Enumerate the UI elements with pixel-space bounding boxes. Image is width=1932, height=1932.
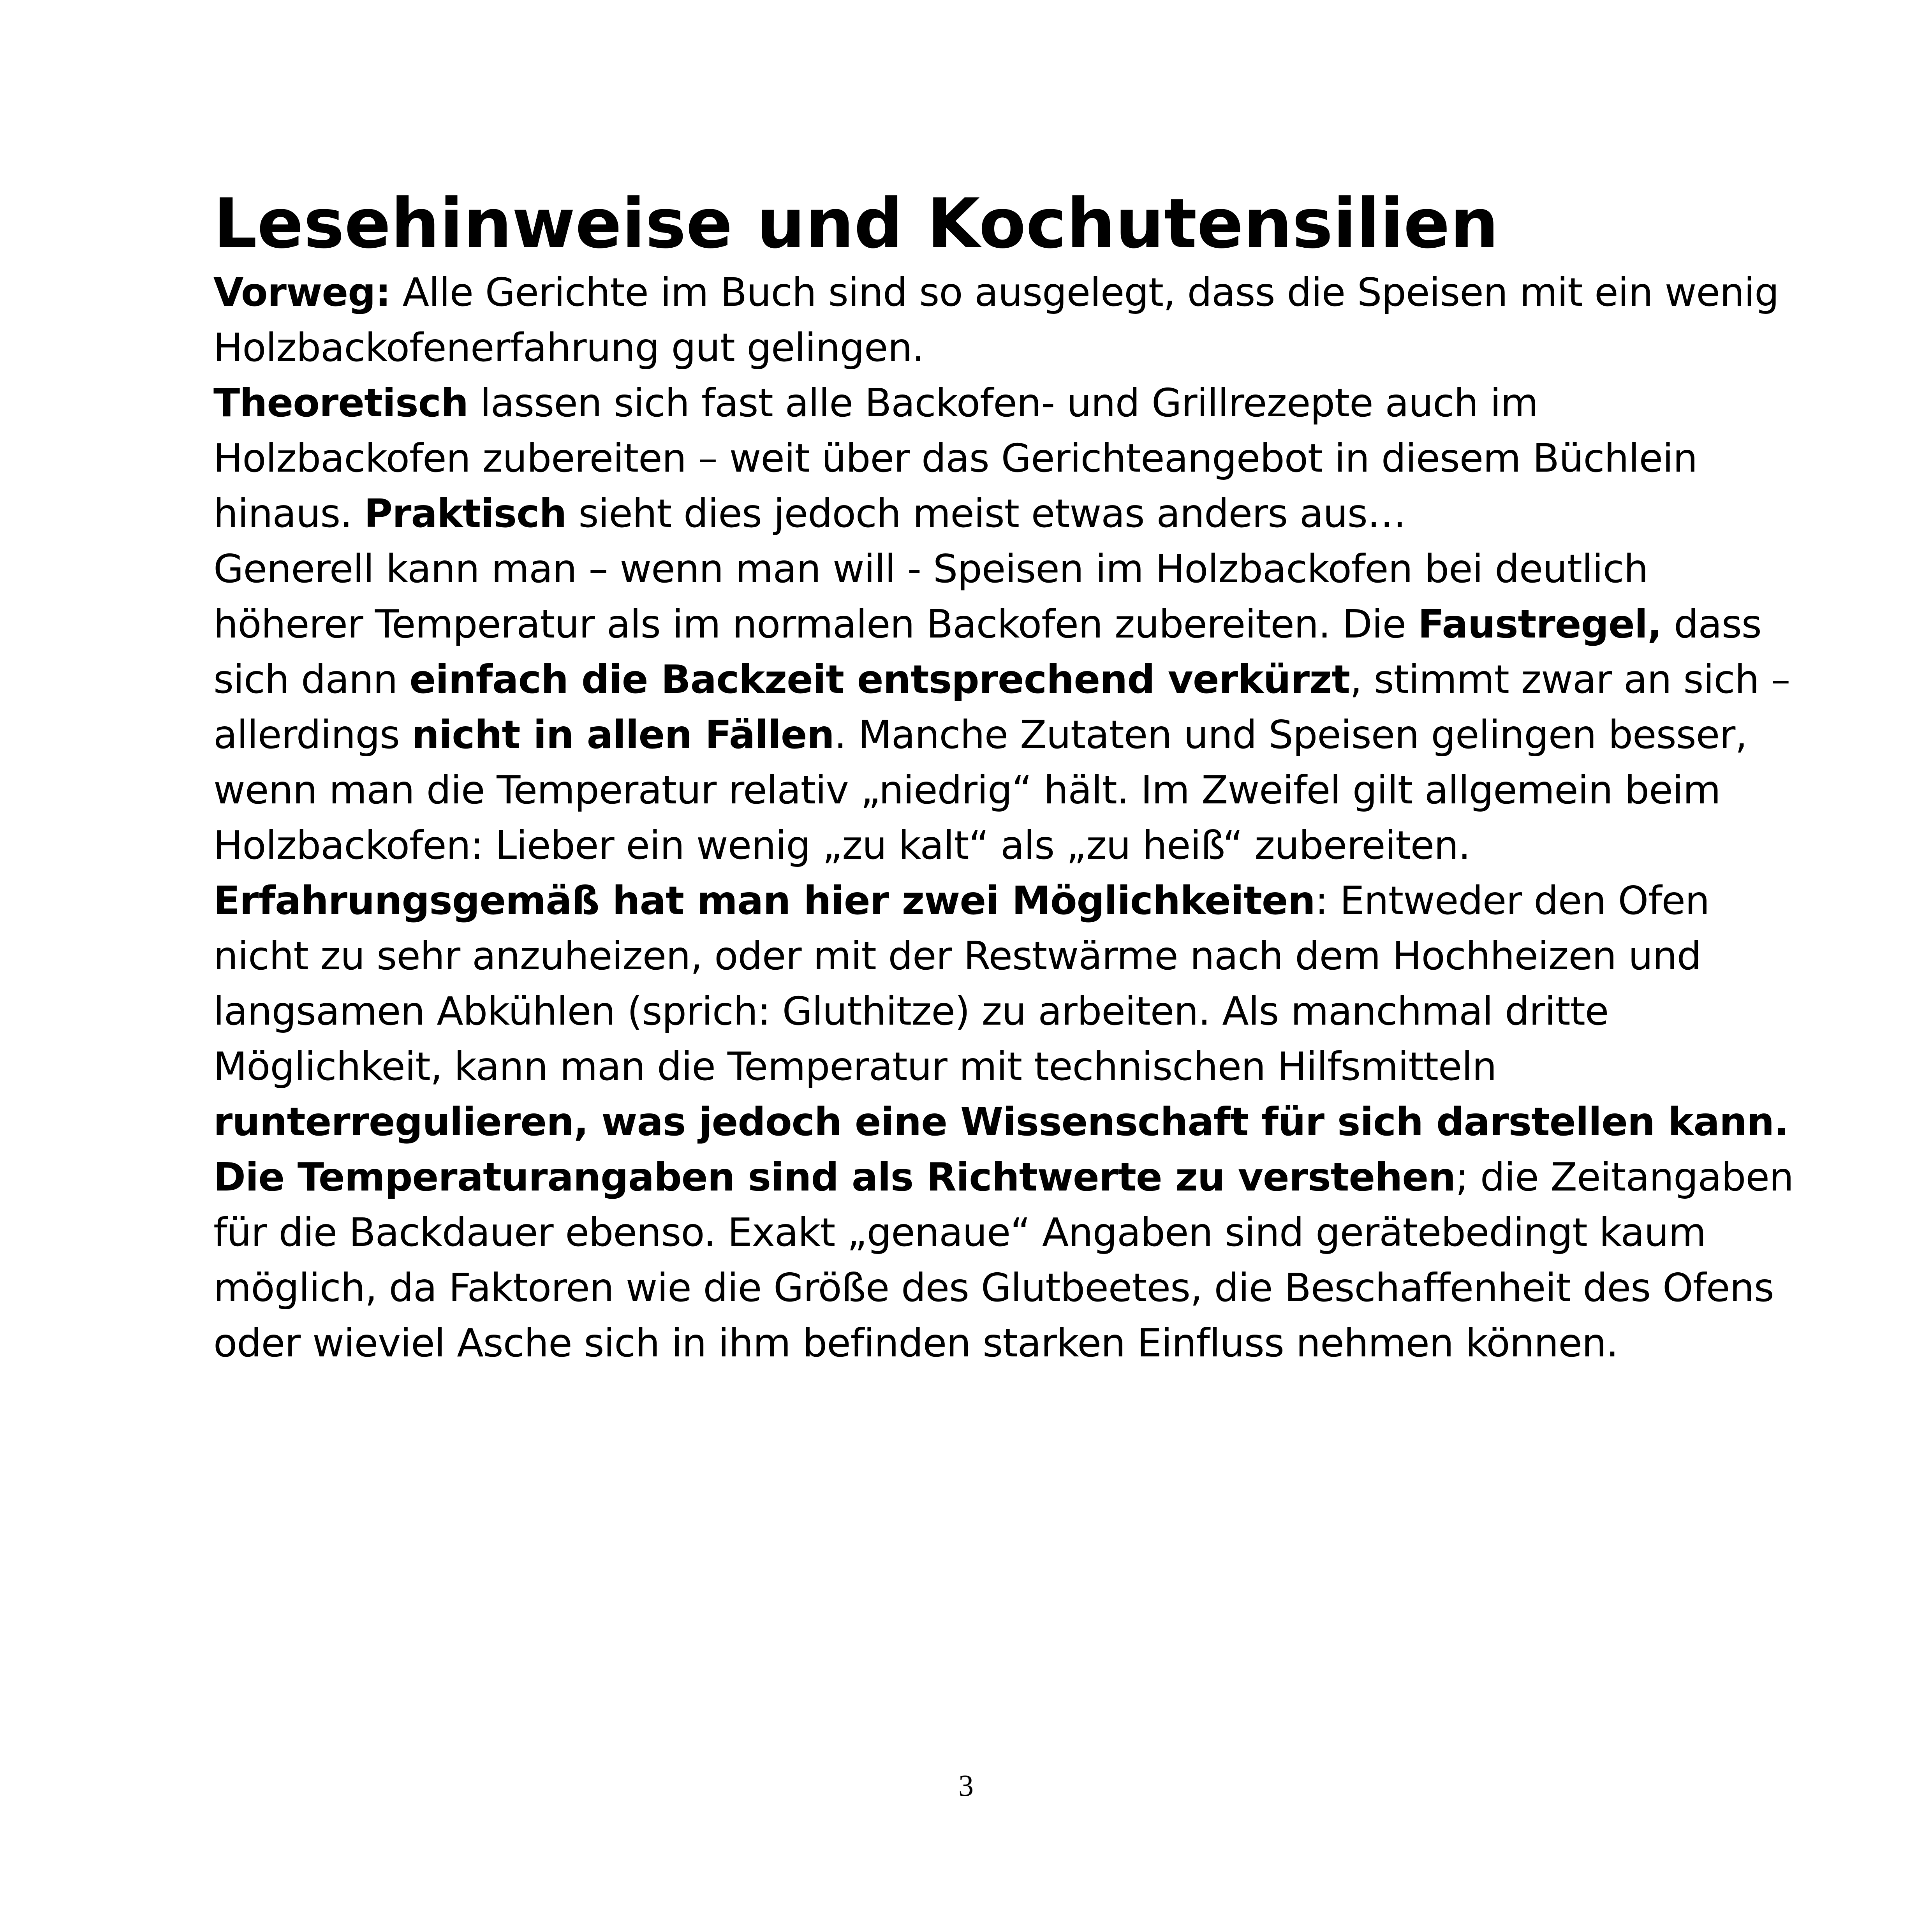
text-run: Praktisch [364,491,567,536]
text-run: Generell kann man – wenn man will - Speisen im Holzbackofen bei deutlich höherer Temperatur als im normalen Backofen zubereiten. Die [213,546,1648,647]
paragraph-generell [213,541,1806,873]
paragraph-theoretisch [213,375,1806,541]
text-run: nicht in allen Fällen [411,712,834,757]
text-run: runterregulieren, was jedoch eine Wissenschaft für sich darstellen kann. [213,1099,1789,1145]
text-run: : Entweder den Ofen nicht zu sehr anzuheizen, oder mit der Restwärme nach dem Hochheizen und langsamen Abkühlen (sprich: Gluthitze) zu arbeiten. Als manchmal dritte Möglichkeit, kann man die Temperatur mit technischen Hilfsmitteln [213,878,1710,1089]
text-run: dass sich dann [213,601,1761,702]
text-run: . Manche Zutaten und Speisen gelingen besser, wenn man die Temperatur relativ „niedrig“ hält. Im Zweifel gilt allgemein beim Holzbackofen: Lieber ein wenig „zu kalt“ als „zu heiß“ zubereiten. [213,712,1747,868]
text-run: sieht dies jedoch meist etwas anders aus… [566,491,1406,536]
text-run: Die Temperaturangaben sind als Richtwerte zu verstehen [213,1154,1456,1200]
page-number: 3 [958,1768,974,1802]
text-run: , stimmt zwar an sich – allerdings [213,657,1790,757]
text-run: Erfahrungsgemäß hat man hier zwei Möglichkeiten [213,878,1315,923]
text-run: Alle Gerichte im Buch sind so ausgelegt, dass die Speisen mit ein wenig Holzbackofenerfahrung gut gelingen. [213,269,1779,370]
page-title: Lesehinweise und Kochutensilien [213,184,1499,264]
paragraph-temperaturangaben [213,1150,1806,1371]
text-run: Vorweg: [213,269,391,315]
paragraph-erfahrung [213,873,1806,1150]
text-run: ; die Zeitangaben für die Backdauer ebenso. Exakt „genaue“ Angaben sind gerätebedingt kaum möglich, da Faktoren wie die Größe des Glutbeetes, die Beschaffenheit des Ofens oder wieviel Asche sich in ihm befinden starken Einfluss nehmen können. [213,1154,1794,1366]
paragraph-vorweg [213,265,1806,375]
text-run: Faustregel, [1418,601,1662,647]
text-run: einfach die Backzeit entsprechend verkürzt [409,657,1350,702]
text-run: Theoretisch [213,380,468,426]
text-run: lassen sich fast alle Backofen- und Grillrezepte auch im Holzbackofen zubereiten – weit über das Gerichteangebot in diesem Büchlein hinaus. [213,380,1698,536]
page-content [213,183,1806,1371]
